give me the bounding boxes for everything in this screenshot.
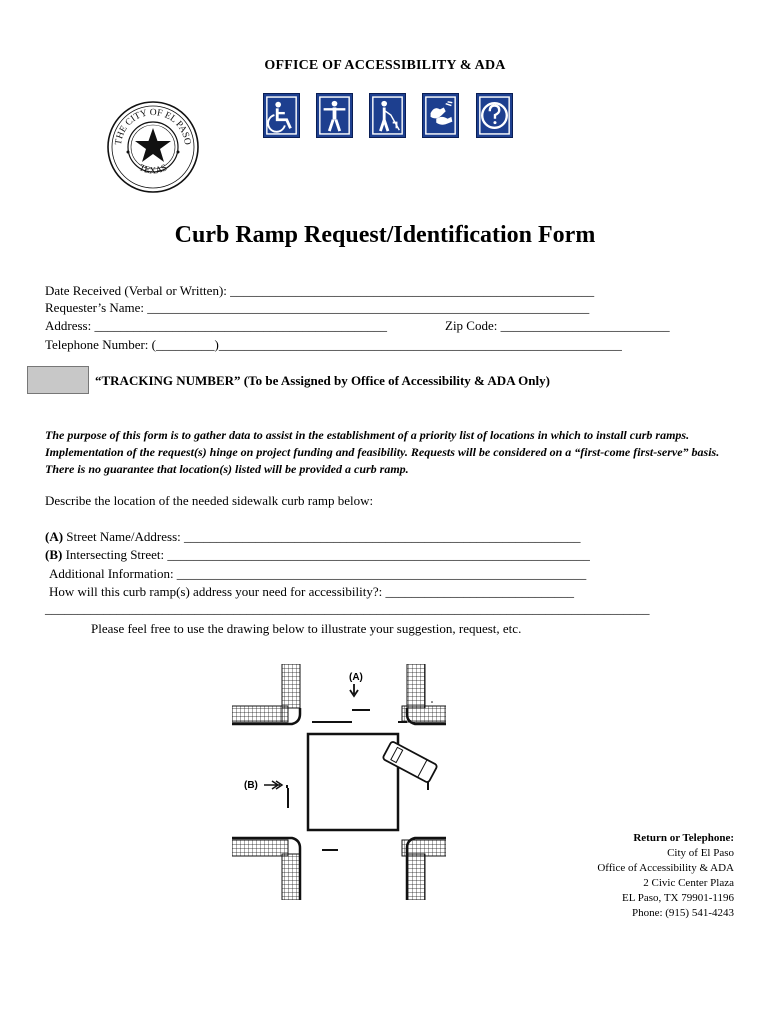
return-citystate: EL Paso, TX 79901-1196	[621, 892, 734, 904]
return-office: Office of Accessibility & ADA	[597, 862, 734, 874]
describe-instruction: Describe the location of the needed sidewalk curb ramp below:	[45, 493, 374, 508]
accessibility-need-field[interactable]: How will this curb ramp(s) address your need for accessibility?: _____________________________	[49, 584, 574, 599]
sign-language-icon	[422, 93, 459, 138]
arrow-a-icon	[350, 684, 358, 696]
purpose-statement: The purpose of this form is to gather data to assist in the establishment of a priority list of locations in which to install curb ramps. Implementation of the request(s) hinge on project funding and feasibility. Requests will be considered on a “first-come first-serve” basis. There is no guarantee that location(s) listed will be provided a curb ramp.	[45, 428, 720, 476]
wheelchair-icon	[263, 93, 300, 138]
tracking-number-label: “TRACKING NUMBER” (To be Assigned by Office of Accessibility & ADA Only)	[95, 373, 550, 388]
arrow-b-icon	[264, 781, 282, 789]
accessibility-need-line[interactable]: _____________________________________________________________________________________________	[45, 601, 650, 616]
label-b: (B)	[244, 780, 258, 791]
return-phone: Phone: (915) 541-4243	[631, 907, 734, 919]
return-title: Return or Telephone:	[633, 832, 734, 844]
zip-code-field[interactable]: Zip Code: __________________________	[445, 318, 670, 333]
street-prefix: (A)	[45, 529, 64, 544]
return-street: 2 Civic Center Plaza	[643, 877, 734, 889]
intersecting-street-field[interactable]	[45, 547, 590, 563]
form-title: Curb Ramp Request/Identification Form	[174, 222, 596, 248]
blind-person-icon	[369, 93, 406, 138]
additional-info-field[interactable]: Additional Information: _______________________________________________________________	[49, 566, 587, 581]
city-seal	[106, 100, 200, 194]
street-label: Street Name/Address: _____________________________________________________________	[63, 529, 581, 544]
person-icon	[316, 93, 353, 138]
address-field[interactable]: Address: _____________________________________________	[45, 318, 387, 333]
question-icon	[476, 93, 513, 138]
intersect-label: Intersecting Street: _________________________________________________________________	[62, 547, 590, 562]
intersect-prefix: (B)	[45, 547, 63, 562]
seal-top-text: THE CITY OF EL PASO	[113, 107, 193, 146]
requester-name-field[interactable]: Requester’s Name: ____________________________________________________________________	[45, 300, 590, 315]
tracking-number-box[interactable]	[27, 366, 89, 394]
return-city: City of El Paso	[667, 847, 734, 859]
label-a: (A)	[349, 672, 363, 683]
date-received-field[interactable]: Date Received (Verbal or Written): ________________________________________________________	[45, 283, 595, 298]
drawing-instruction: Please feel free to use the drawing below to illustrate your suggestion, request, etc.	[91, 621, 522, 636]
telephone-field[interactable]: Telephone Number: (_________)______________________________________________________________	[45, 337, 622, 352]
office-title: OFFICE OF ACCESSIBILITY & ADA	[264, 58, 506, 73]
seal-bottom-text: TEXAS	[137, 163, 169, 177]
car-icon	[382, 741, 437, 783]
street-name-field[interactable]	[45, 529, 581, 545]
return-info	[597, 831, 734, 921]
intersection-drawing[interactable]	[232, 664, 446, 900]
